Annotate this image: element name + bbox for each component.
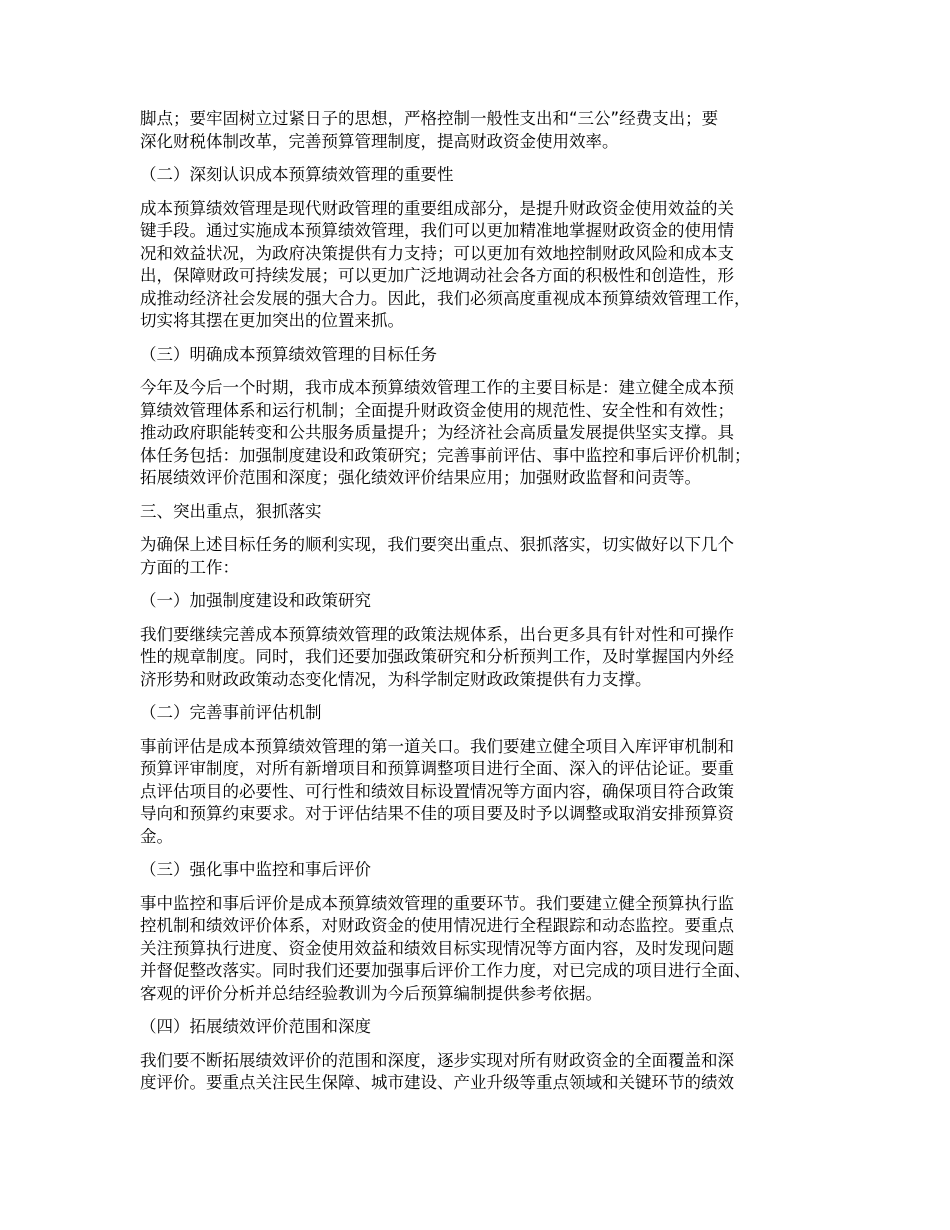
heading-text: （二）完善事前评估机制: [140, 703, 322, 722]
paragraph: [140, 534, 830, 579]
paragraph: [140, 736, 830, 849]
heading-text: （三）明确成本预算绩效管理的目标任务: [140, 344, 437, 364]
text-line: 预算评审制度，对所有新增项目和预算调整项目进行全面、深入的评估论证。要重: [140, 759, 734, 778]
paragraph: [140, 198, 830, 333]
text-line: 出，保障财政可持续发展；可以更加广泛地调动社会各方面的积极性和创造性，形: [140, 266, 734, 285]
text-line: 事前评估是成本预算绩效管理的第一道关口。我们要建立健全项目入库评审机制和: [140, 736, 734, 756]
text-line: 成本预算绩效管理是现代财政管理的重要组成部分，是提升财政资金使用效益的关: [140, 198, 734, 218]
text-line: 我们要继续完善成本预算绩效管理的政策法规体系，出台更多具有针对性和可操作: [140, 624, 734, 644]
section-heading: [140, 859, 830, 882]
section-heading: [140, 164, 830, 187]
text-line: 事中监控和事后评价是成本预算绩效管理的重要环节。我们要建立健全预算执行监: [140, 893, 734, 913]
text-line: 今年及今后一个时期，我市成本预算绩效管理工作的主要目标是：建立健全成本预: [140, 378, 734, 397]
text-line: 我们要不断拓展绩效评价的范围和深度，逐步实现对所有财政资金的全面覆盖和深: [140, 1050, 734, 1070]
paragraph: [140, 624, 830, 692]
text-line: 成推动经济社会发展的强大合力。因此，我们必须高度重视成本预算绩效管理工作，: [140, 288, 751, 308]
text-line: 客观的评价分析并总结经验教训为今后预算编制提供参考依据。: [140, 983, 602, 1003]
paragraph: [140, 893, 830, 1006]
heading-text: （一）加强制度建设和政策研究: [140, 591, 371, 610]
text-line: 为确保上述目标任务的顺利实现，我们要突出重点、狠抓落实，切实做好以下几个: [140, 535, 734, 554]
paragraph-intro: [140, 108, 830, 153]
text-line: 深化财税体制改革，完善预算管理制度，提高财政资金使用效率。: [140, 131, 619, 151]
text-line: 导向和预算约束要求。对于评估结果不佳的项目要及时予以调整或取消安排预算资: [140, 804, 734, 823]
paragraph: [140, 1050, 830, 1095]
text-line: 性的规章制度。同时，我们还要加强政策研究和分析预判工作，及时掌握国内外经: [140, 647, 734, 666]
text-line: 况和效益状况，为政府决策提供有力支持；可以更加有效地控制财政风险和成本支: [140, 243, 734, 263]
heading-text: （二）深刻认识成本预算绩效管理的重要性: [140, 165, 454, 184]
section-heading: [140, 590, 830, 613]
text-line: 算绩效管理体系和运行机制；全面提升财政资金使用的规范性、安全性和有效性；: [140, 400, 734, 420]
text-line: 键手段。通过实施成本预算绩效管理，我们可以更加精准地掌握财政资金的使用情: [140, 221, 734, 240]
text-line: 度评价。要重点关注民生保障、城市建设、产业升级等重点领域和关键环节的绩效: [140, 1073, 734, 1092]
text-line: 拓展绩效评价范围和深度；强化绩效评价结果应用；加强财政监督和问责等。: [140, 468, 701, 487]
section-heading: [140, 344, 830, 367]
text-line: 推动政府职能转变和公共服务质量提升；为经济社会高质量发展提供坚实支撑。具: [140, 423, 734, 442]
text-line: 关注预算执行进度、资金使用效益和绩效目标实现情况等方面内容，及时发现问题: [140, 938, 734, 958]
document-page: [140, 108, 830, 1106]
text-line: 切实将其摆在更加突出的位置来抓。: [140, 311, 404, 330]
text-line: 济形势和财政政策动态变化情况，为科学制定财政政策提供有力支撑。: [140, 669, 652, 689]
section-heading: [140, 501, 830, 524]
paragraph: [140, 377, 830, 490]
heading-text: （四）拓展绩效评价范围和深度: [140, 1017, 371, 1036]
text-line: 金。: [140, 826, 173, 846]
text-line: 控机制和绩效评价体系，对财政资金的使用情况进行全程跟踪和动态监控。要重点: [140, 916, 734, 935]
text-line: 点评估项目的必要性、可行性和绩效目标设置情况等方面内容，确保项目符合政策: [140, 781, 734, 801]
text-line: 脚点；要牢固树立过紧日子的思想，严格控制一般性支出和“三公”经费支出；要: [140, 109, 719, 128]
section-heading: [140, 1016, 830, 1039]
text-line: 方面的工作：: [140, 557, 239, 577]
heading-text: （三）强化事中监控和事后评价: [140, 860, 371, 879]
text-line: 并督促整改落实。同时我们还要加强事后评价工作力度，对已完成的项目进行全面、: [140, 961, 751, 980]
text-line: 体任务包括：加强制度建设和政策研究；完善事前评估、事中监控和事后评价机制；: [140, 445, 751, 465]
section-heading: [140, 702, 830, 725]
heading-text: 三、突出重点，狠抓落实: [140, 501, 322, 521]
